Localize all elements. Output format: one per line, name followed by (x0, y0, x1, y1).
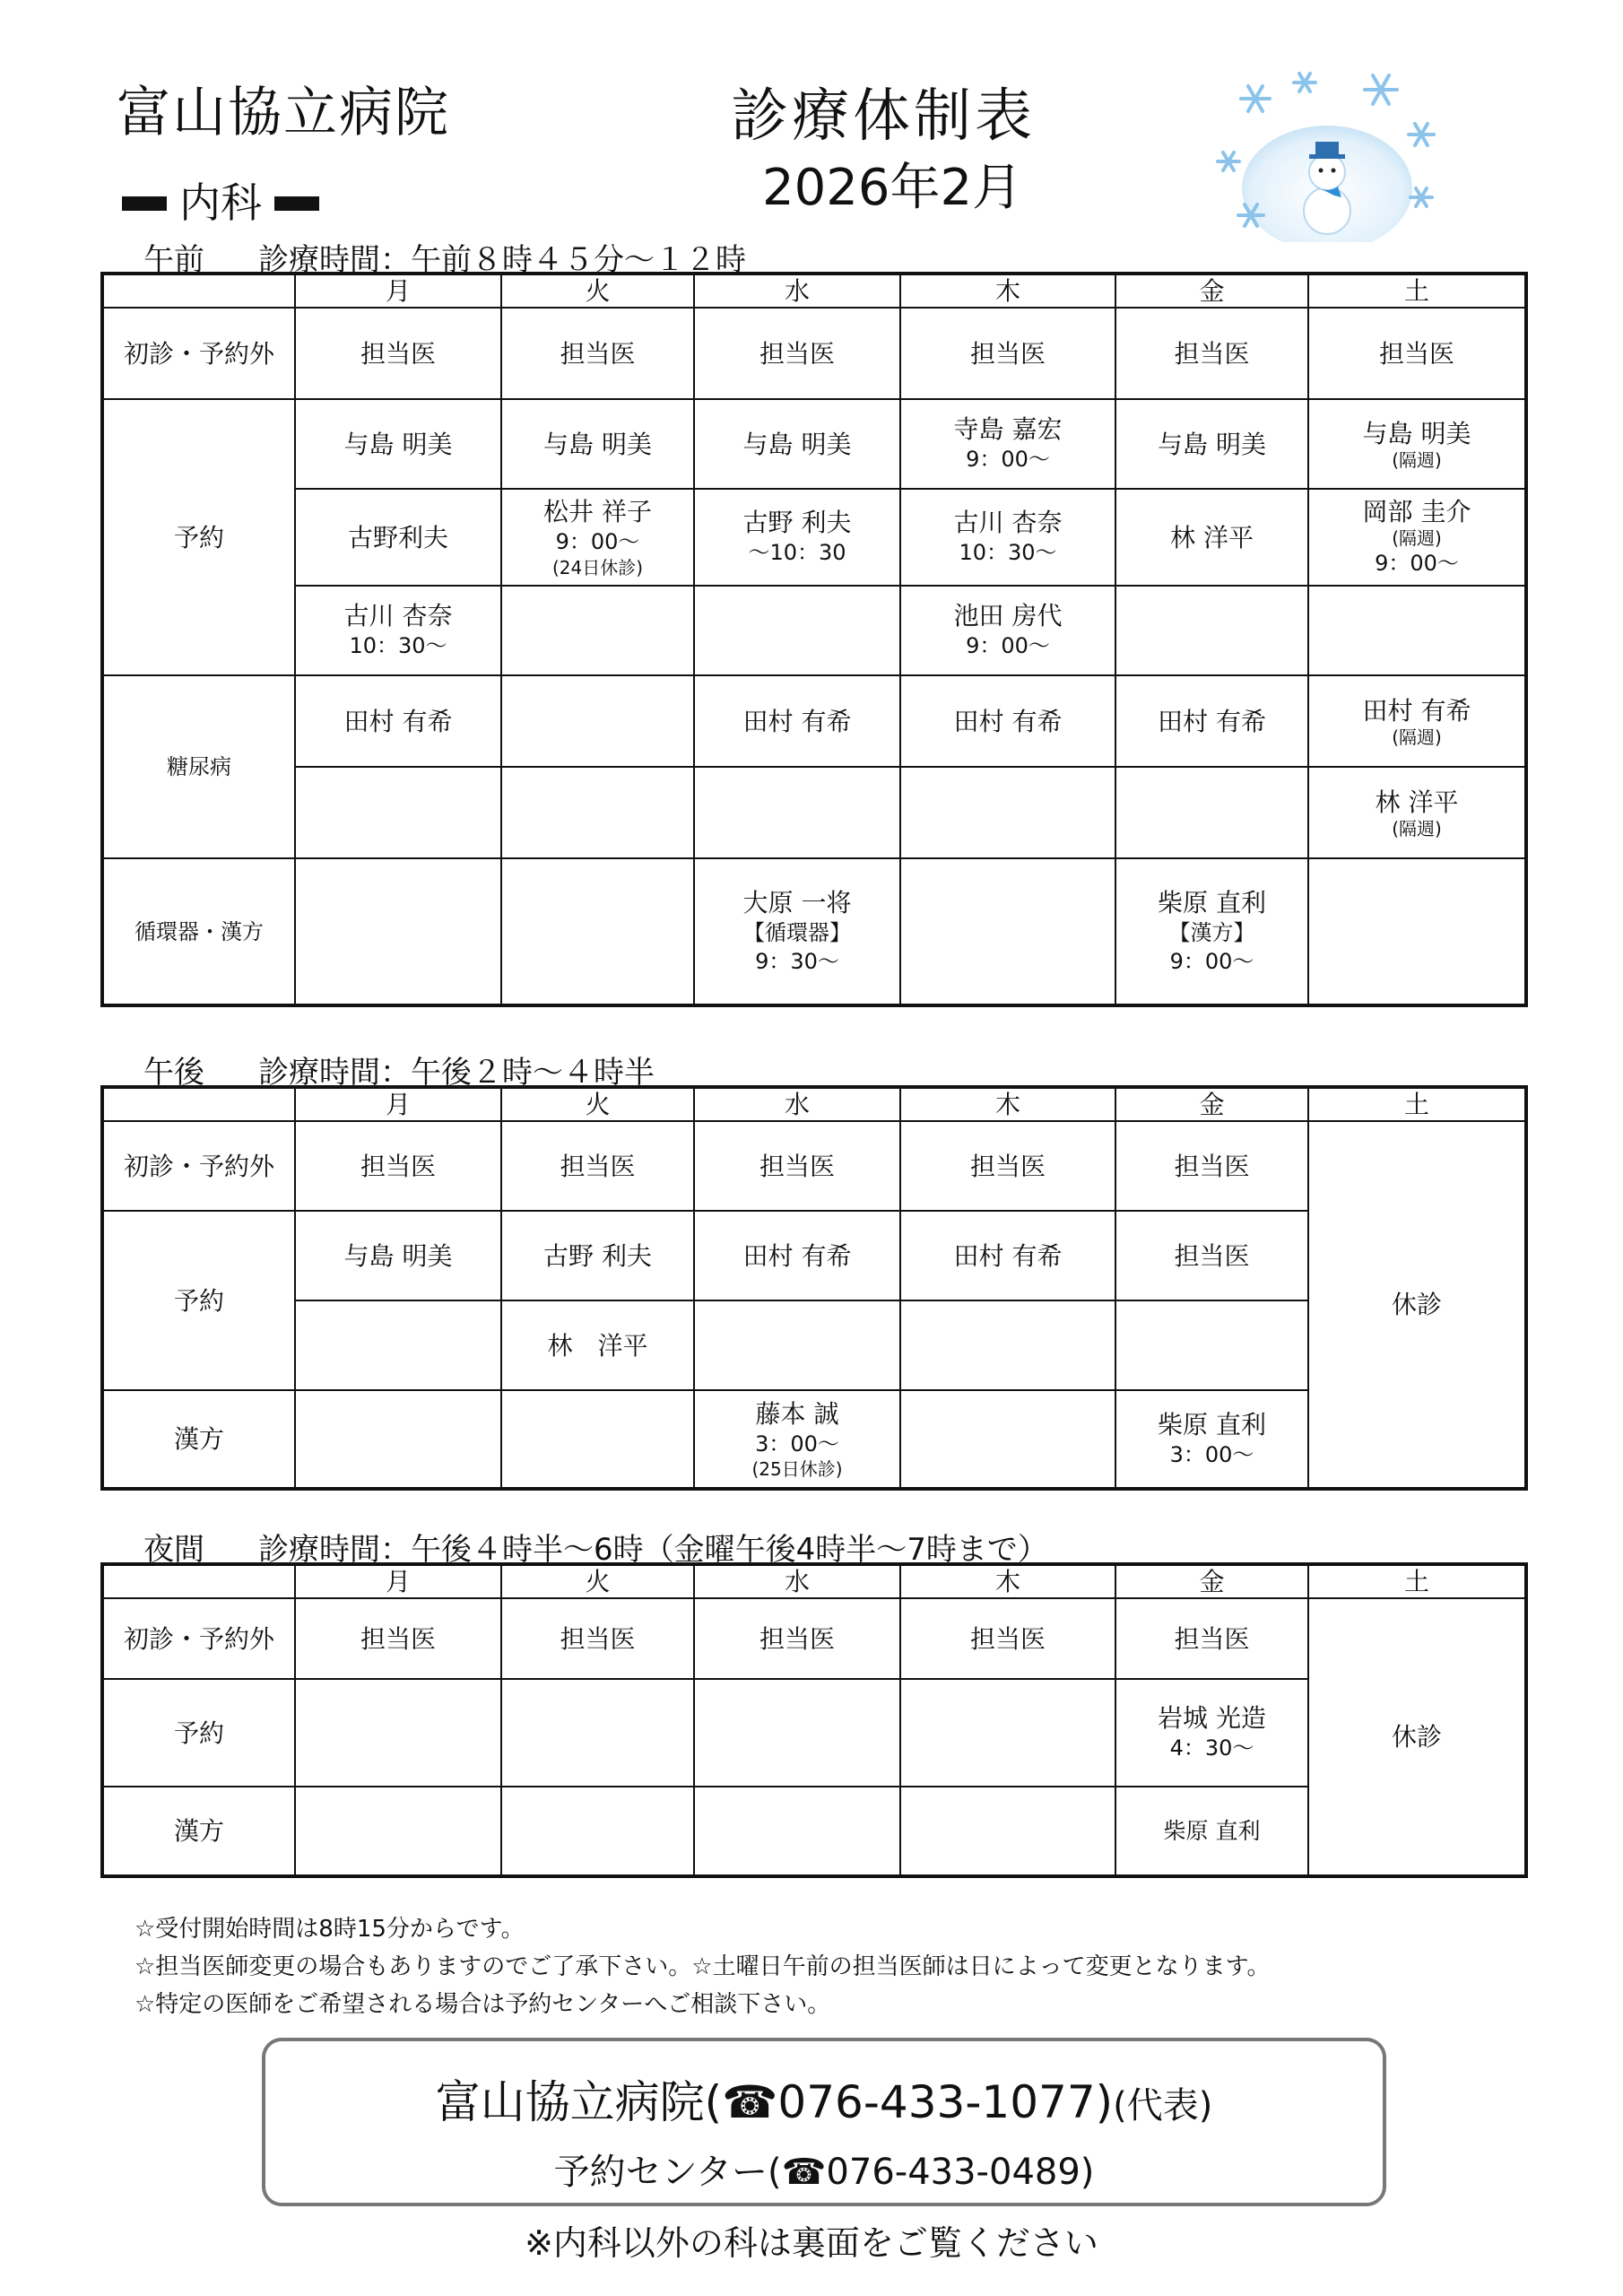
doctor-name: 与島 明美 (543, 429, 652, 459)
doctor-name: 田村 有希 (953, 706, 1063, 736)
doctor-name: 与島 明美 (742, 429, 852, 459)
doctor-cell: 担当医 (1115, 1598, 1308, 1679)
day-tue: 火 (501, 1087, 694, 1121)
doctor-cell: 田村 有希 (694, 1211, 900, 1300)
doctor-cell: 与島 明美 (295, 1211, 501, 1300)
doctor-cell (900, 399, 1115, 489)
doctor-name: 与島 明美 (343, 429, 453, 459)
doctor-name: 松井 祥子 (543, 497, 652, 527)
doctor-cell (900, 489, 1115, 586)
doctor-cell (694, 489, 900, 586)
doctor-cell (694, 675, 900, 767)
doctor-cell: 担当医 (501, 1121, 694, 1211)
empty-cell (295, 858, 501, 1005)
doctor-cell (501, 399, 694, 489)
empty-cell (295, 1679, 501, 1787)
specialty-tag: 【漢方】 (1168, 919, 1255, 945)
night-schedule-table (100, 1562, 1528, 1878)
saturday-closed-cell: 休診 (1308, 1598, 1526, 1876)
note-item: ☆受付開始時間は8時15分からです。 (135, 1916, 525, 1943)
doctor-name: 池田 房代 (953, 601, 1063, 631)
doctor-name: 田村 有希 (742, 706, 852, 736)
start-time: 10：30～ (959, 540, 1057, 566)
category-reserved: 予約 (102, 1211, 295, 1390)
category-kampo: 漢方 (102, 1390, 295, 1489)
day-sat: 土 (1308, 1087, 1526, 1121)
empty-cell (1308, 858, 1526, 1005)
empty-cell (501, 675, 694, 767)
doctor-cell (1308, 767, 1526, 858)
doctor-name: 田村 有希 (343, 706, 453, 736)
doctor-cell: 担当医 (295, 308, 501, 399)
morning-schedule-table (100, 272, 1528, 1007)
hospital-name: 富山協立病院 (117, 82, 450, 144)
category-first-visit: 初診・予約外 (102, 308, 295, 399)
empty-cell (694, 767, 900, 858)
day-sat: 土 (1308, 274, 1526, 308)
day-thu: 木 (900, 274, 1115, 308)
biweekly-note: (隔週) (1392, 527, 1442, 550)
day-header-row (102, 1087, 1526, 1121)
doctor-cell (694, 399, 900, 489)
day-fri: 金 (1115, 274, 1308, 308)
day-mon: 月 (295, 1087, 501, 1121)
doctor-name: 柴原 直利 (1158, 887, 1266, 918)
empty-cell (900, 1679, 1115, 1787)
empty-cell (295, 1787, 501, 1876)
doctor-cell: 担当医 (501, 1598, 694, 1679)
day-header-row (102, 274, 1526, 308)
empty-cell (295, 767, 501, 858)
biweekly-note: (隔週) (1392, 817, 1442, 839)
saturday-closed-cell: 休診 (1308, 1121, 1526, 1489)
empty-cell (501, 1787, 694, 1876)
first-visit-row (102, 1598, 1526, 1679)
day-mon: 月 (295, 1564, 501, 1598)
start-time: 9：00～ (1169, 949, 1254, 974)
doctor-cell: 担当医 (694, 1598, 900, 1679)
category-reserved: 予約 (102, 399, 295, 675)
day-sat: 土 (1308, 1564, 1526, 1598)
doctor-cell: 担当医 (295, 1598, 501, 1679)
day-wed: 水 (694, 1564, 900, 1598)
doctor-cell: 林 洋平 (501, 1300, 694, 1390)
day-wed: 水 (694, 1087, 900, 1121)
doctor-cell: 担当医 (900, 1121, 1115, 1211)
doctor-name: 寺島 嘉宏 (953, 414, 1063, 445)
day-thu: 木 (900, 1087, 1115, 1121)
empty-cell (1115, 586, 1308, 675)
corner-cell (102, 1564, 295, 1598)
heading-bar-left (122, 196, 167, 211)
heading-bar-right (274, 196, 319, 211)
closure-note: (24日休診) (551, 556, 644, 578)
doctor-cell: 柴原 直利 (1115, 1787, 1308, 1876)
empty-cell (295, 1390, 501, 1489)
category-diabetes: 糖尿病 (102, 675, 295, 858)
notes-list (135, 1910, 1271, 2023)
reserved-row (102, 399, 1526, 489)
doctor-cell (1115, 1679, 1308, 1787)
biweekly-note: (隔週) (1392, 448, 1442, 471)
doctor-name: 古野利夫 (347, 522, 448, 552)
doctor-cell (1115, 675, 1308, 767)
doctor-cell: 担当医 (1308, 308, 1526, 399)
end-time: ～10：30 (748, 540, 846, 566)
empty-cell (900, 1390, 1115, 1489)
reserved-row (102, 586, 1526, 675)
empty-cell (1308, 586, 1526, 675)
empty-cell (900, 1787, 1115, 1876)
night-hours: 診療時間：午後４時半～6時（金曜午後4時半～7時まで） (258, 1532, 1048, 1568)
empty-cell (694, 1787, 900, 1876)
doctor-name: 柴原 直利 (1158, 1409, 1266, 1439)
empty-cell (694, 1300, 900, 1390)
empty-cell (1115, 1300, 1308, 1390)
main-contact-line (265, 2066, 1383, 2131)
doctor-cell (501, 489, 694, 586)
empty-cell (694, 1679, 900, 1787)
empty-cell (501, 586, 694, 675)
corner-cell (102, 274, 295, 308)
empty-cell (900, 1300, 1115, 1390)
doctor-name: 古野 利夫 (742, 508, 852, 538)
doctor-cell (1115, 489, 1308, 586)
category-reserved: 予約 (102, 1679, 295, 1787)
doctor-cell: 担当医 (1115, 1121, 1308, 1211)
start-time: 3：00～ (755, 1431, 839, 1457)
start-time: 9：00～ (555, 529, 640, 555)
page-title: 診療体制表 (731, 83, 1036, 150)
day-fri: 金 (1115, 1087, 1308, 1121)
contact-hospital-name: 富山協立病院 (435, 2076, 705, 2128)
doctor-name: 岩城 光造 (1158, 1703, 1266, 1734)
reservation-center-label: 予約センター (553, 2152, 768, 2193)
doctor-name: 与島 明美 (1362, 418, 1471, 448)
contact-box (262, 2038, 1386, 2206)
doctor-cell (1115, 399, 1308, 489)
empty-cell (501, 858, 694, 1005)
circulatory-kampo-row (102, 858, 1526, 1005)
empty-cell (694, 586, 900, 675)
doctor-name: 古川 杏奈 (343, 601, 453, 631)
doctor-cell (295, 675, 501, 767)
doctor-name: 林 洋平 (1375, 787, 1459, 817)
diabetes-row (102, 675, 1526, 767)
reservation-contact-line (265, 2144, 1383, 2195)
category-kampo: 漢方 (102, 1787, 295, 1876)
doctor-cell (1115, 1390, 1308, 1489)
doctor-cell: 担当医 (694, 1121, 900, 1211)
morning-hours: 診療時間：午前８時４５分～１２時 (258, 242, 746, 278)
empty-cell (900, 858, 1115, 1005)
first-visit-row (102, 308, 1526, 399)
day-fri: 金 (1115, 1564, 1308, 1598)
doctor-cell (694, 858, 900, 1005)
morning-label: 午前 (143, 242, 204, 278)
doctor-cell: 担当医 (694, 308, 900, 399)
start-time: 9：00～ (1375, 551, 1459, 577)
footer-note: ※内科以外の科は裏面をご覧ください (525, 2223, 1098, 2263)
empty-cell (1115, 767, 1308, 858)
department-heading (109, 170, 332, 230)
doctor-name: 田村 有希 (1362, 695, 1471, 726)
doctor-cell (295, 399, 501, 489)
doctor-name: 林 洋平 (1170, 522, 1254, 552)
start-time: 4：30～ (1169, 1735, 1254, 1761)
afternoon-label: 午後 (143, 1055, 204, 1091)
doctor-cell (1308, 489, 1526, 586)
snowman-illustration (1202, 63, 1444, 242)
category-circulatory-kampo: 循環器・漢方 (102, 858, 295, 1005)
doctor-name: 与島 明美 (1158, 429, 1266, 459)
empty-cell (501, 1390, 694, 1489)
diabetes-row (102, 767, 1526, 858)
doctor-cell: 担当医 (1115, 308, 1308, 399)
doctor-cell: 担当医 (501, 308, 694, 399)
day-mon: 月 (295, 274, 501, 308)
doctor-name: 田村 有希 (1158, 706, 1266, 736)
empty-cell (501, 1679, 694, 1787)
corner-cell (102, 1087, 295, 1121)
main-phone: (☎076-433-1077) (704, 2076, 1114, 2128)
doctor-cell (694, 1390, 900, 1489)
doctor-cell: 古野 利夫 (501, 1211, 694, 1300)
night-label: 夜間 (143, 1532, 204, 1568)
empty-cell (900, 767, 1115, 858)
schedule-month: 2026年2月 (762, 159, 1023, 217)
note-item: ☆特定の医師をご希望される場合は予約センターへご相談下さい。 (135, 1991, 831, 2018)
doctor-name: 大原 一将 (742, 887, 852, 918)
doctor-cell: 担当医 (900, 308, 1115, 399)
doctor-cell (295, 489, 501, 586)
doctor-cell (1115, 858, 1308, 1005)
first-visit-row (102, 1121, 1526, 1211)
empty-cell (295, 1300, 501, 1390)
reservation-phone: (☎076-433-0489) (768, 2152, 1095, 2193)
doctor-cell (1308, 675, 1526, 767)
doctor-cell: 田村 有希 (900, 1211, 1115, 1300)
afternoon-hours: 診療時間：午後２時～４時半 (258, 1055, 655, 1091)
start-time: 9：30～ (755, 949, 839, 974)
day-header-row (102, 1564, 1526, 1598)
doctor-cell: 担当医 (295, 1121, 501, 1211)
doctor-cell (295, 586, 501, 675)
day-tue: 火 (501, 1564, 694, 1598)
category-first-visit: 初診・予約外 (102, 1598, 295, 1679)
department-name: 内科 (179, 178, 262, 227)
start-time: 9：00～ (966, 447, 1050, 473)
day-tue: 火 (501, 274, 694, 308)
day-thu: 木 (900, 1564, 1115, 1598)
main-phone-suffix: (代表) (1113, 2085, 1213, 2126)
start-time: 9：00～ (966, 633, 1050, 659)
start-time: 3：00～ (1169, 1441, 1254, 1467)
start-time: 10：30～ (349, 633, 447, 659)
doctor-name: 藤本 誠 (755, 1398, 839, 1429)
afternoon-schedule-table (100, 1085, 1528, 1491)
note-item: ☆担当医師変更の場合もありますのでご了承下さい。☆土曜日午前の担当医師は日によって変更となります。 (135, 1953, 1271, 1980)
doctor-name: 岡部 圭介 (1362, 497, 1471, 527)
empty-cell (501, 767, 694, 858)
biweekly-note: (隔週) (1392, 726, 1442, 748)
doctor-cell (900, 675, 1115, 767)
doctor-cell: 担当医 (1115, 1211, 1308, 1300)
specialty-tag: 【循環器】 (743, 919, 851, 945)
reserved-row (102, 489, 1526, 586)
category-first-visit: 初診・予約外 (102, 1121, 295, 1211)
day-wed: 水 (694, 274, 900, 308)
closure-note: (25日休診) (751, 1458, 843, 1481)
doctor-name: 古川 杏奈 (953, 508, 1063, 538)
doctor-cell (1308, 399, 1526, 489)
doctor-cell (900, 586, 1115, 675)
doctor-cell: 担当医 (900, 1598, 1115, 1679)
